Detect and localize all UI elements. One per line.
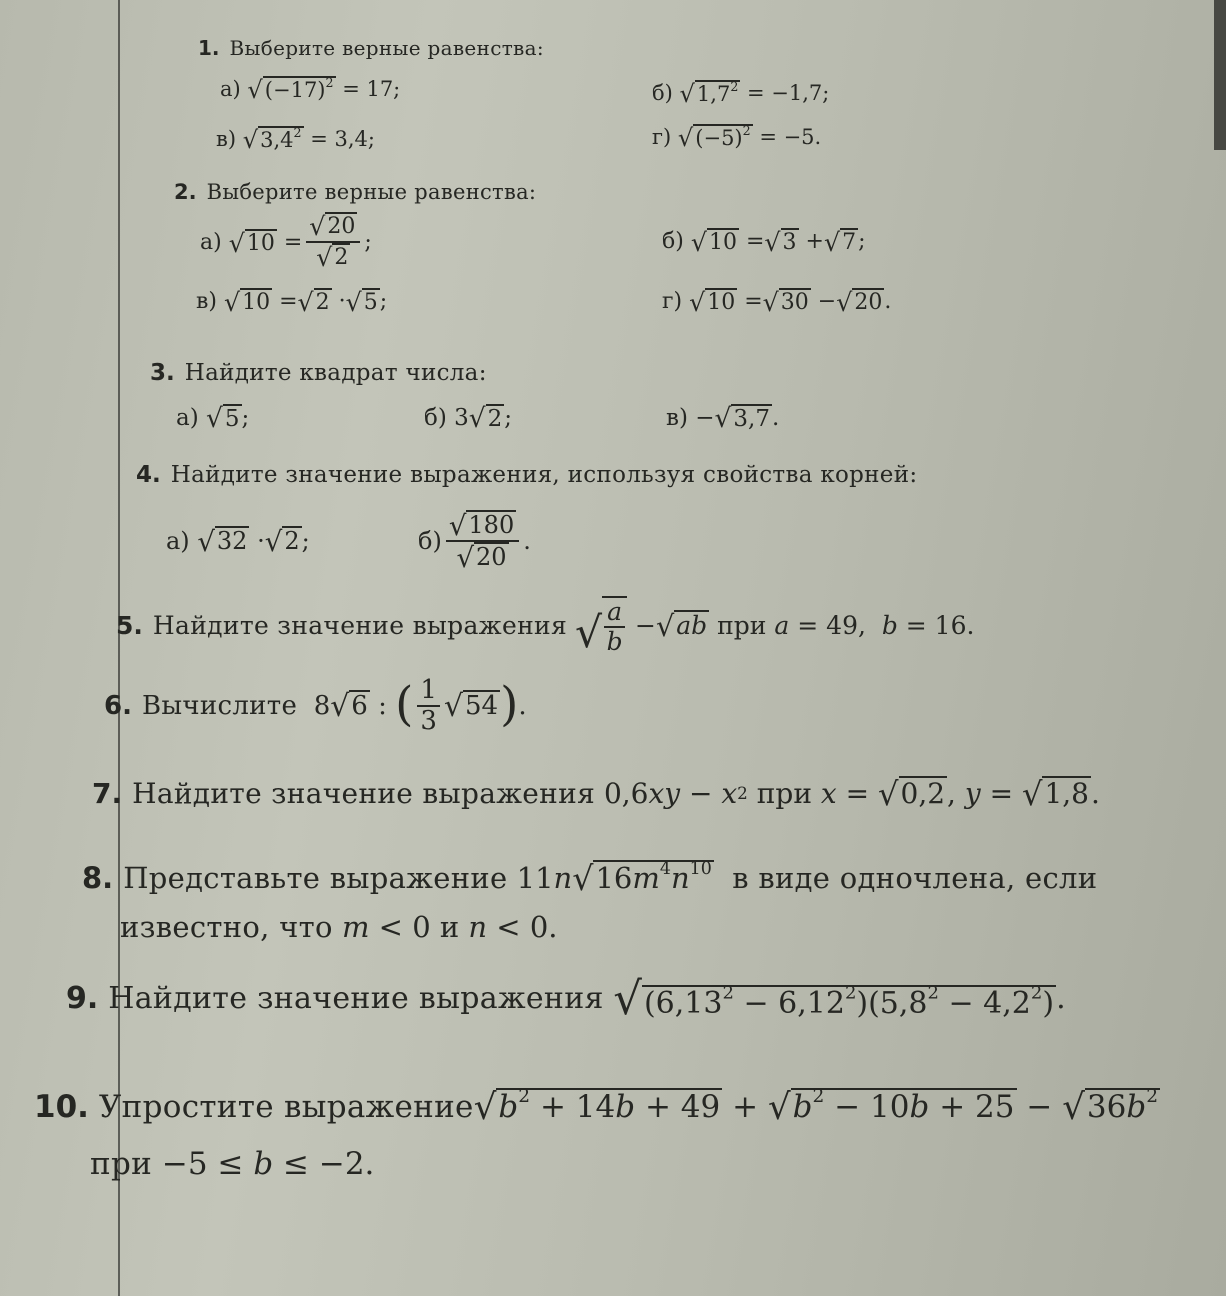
problem-3-title (150, 360, 487, 386)
problem-text: Найдите значение выражения (132, 776, 596, 810)
problem-text: Найдите значение выражения (152, 611, 568, 640)
problem-text: Найдите значение выражения, используя свойства корней: (170, 462, 918, 488)
option-label: б) (662, 229, 684, 255)
option-label: а) (166, 526, 190, 555)
problem-number: 3. (150, 360, 175, 386)
problem-text-line-2: при (90, 1146, 153, 1182)
problem-text: Представьте выражение (123, 860, 508, 895)
option-label: в) (216, 127, 237, 152)
problem-text: Найдите квадрат числа: (184, 360, 487, 386)
problem-number: 4. (136, 462, 161, 488)
problem-text: Выберите верные равенства: (206, 180, 537, 204)
problem-3-option-v: в) − √ 3,7 . (666, 402, 780, 434)
problem-2-option-b: б) √ 10 = √ 3 + √ 7 ; (662, 228, 866, 257)
problem-4-option-a: а) √ 32 · √ 2 ; (166, 525, 310, 558)
problem-text: Вычислите (141, 690, 298, 721)
option-label: в) (196, 289, 217, 315)
problem-number: 7. (92, 776, 123, 810)
problem-8-line-2: известно, что m < 0 и n < 0. (120, 910, 558, 944)
option-label: а) (200, 229, 222, 255)
problem-8-line-1: 8. Представьте выражение 11 n √ $16m^4n^{10}$ в виде одночлена, если (82, 859, 1098, 898)
problem-10-line-2: при −5 ≤ b ≤ −2. (90, 1146, 375, 1182)
problem-7: 7. Найдите значение выражения 0,6 xy − x 2 при x = √ 0,2 , y = √ 1,8 . (92, 774, 1100, 813)
problem-number: 8. (82, 860, 114, 895)
problem-3-option-a: а) √ 5 ; (176, 402, 250, 434)
problem-number: 10. (34, 1088, 89, 1125)
option-label: а) (220, 77, 241, 102)
option-label: а) (176, 405, 199, 432)
problem-4-option-b: б) √ 180 √ 20 . (418, 509, 531, 575)
problem-number: 6. (104, 690, 132, 721)
problem-3-option-b: б) 3 √ 2 ; (424, 402, 513, 434)
option-label: г) (662, 289, 683, 315)
option-label: б) (424, 405, 447, 432)
problem-1-option-a: а) √ $(-17)^2$ = 17; (220, 74, 401, 104)
option-label: г) (652, 125, 672, 150)
problem-1-option-b: б) √ $1,7^2$ = −1,7; (652, 78, 830, 108)
problem-2-option-v: в) √ 10 = √ 2 · √ 5 ; (196, 288, 388, 317)
problem-text-line-2: известно, что (120, 910, 333, 944)
option-label: б) (418, 527, 442, 556)
page-edge-shadow (1214, 0, 1226, 150)
problem-2-option-a: а) √ 10 = √ 20 √ 2 ; (200, 212, 372, 273)
problem-4-title (136, 462, 917, 488)
problem-1-option-g: г) √ $(-5)^2$ = −5. (652, 122, 822, 152)
option-label: в) (666, 405, 688, 432)
problem-2-option-g: г) √ 10 = √ 30 − √ 20 . (662, 288, 892, 317)
problem-6: 6. Вычислите 8 √ 6 : ( $\frac{1}{3}$ √ 54 ) . (104, 675, 527, 736)
problem-2-title (174, 180, 536, 204)
problem-9: 9. Найдите значение выражения √ $(6,13^2 - 6,12^2)(5,8^2 - 4,2^2)$ . (66, 972, 1066, 1025)
problem-5: 5. Найдите значение выражения √ $\frac{a}{b}$ − √ ab при a = 49, b = 16. (116, 597, 975, 658)
problem-number: 5. (116, 611, 143, 640)
problem-text-tail: в виде одночлена, если (732, 860, 1098, 895)
problem-1-title (198, 36, 544, 60)
problem-text: Упростите выражение (98, 1088, 474, 1125)
option-label: б) (652, 81, 673, 106)
problem-text: Найдите значение выражения (108, 981, 604, 1016)
problem-1-option-v: в) √ $3,4^2$ = 3,4; (216, 124, 375, 154)
problem-number: 1. (198, 36, 220, 60)
problem-10-line-1: 10. Упростите выражение √ $b^2 + 14b + 49$ + √ $b^2 - 10b + 25$ − √ $36b^2$ (34, 1086, 1159, 1128)
problem-number: 9. (66, 981, 99, 1016)
problem-text: Выберите верные равенства: (229, 36, 544, 60)
problem-number: 2. (174, 180, 197, 204)
